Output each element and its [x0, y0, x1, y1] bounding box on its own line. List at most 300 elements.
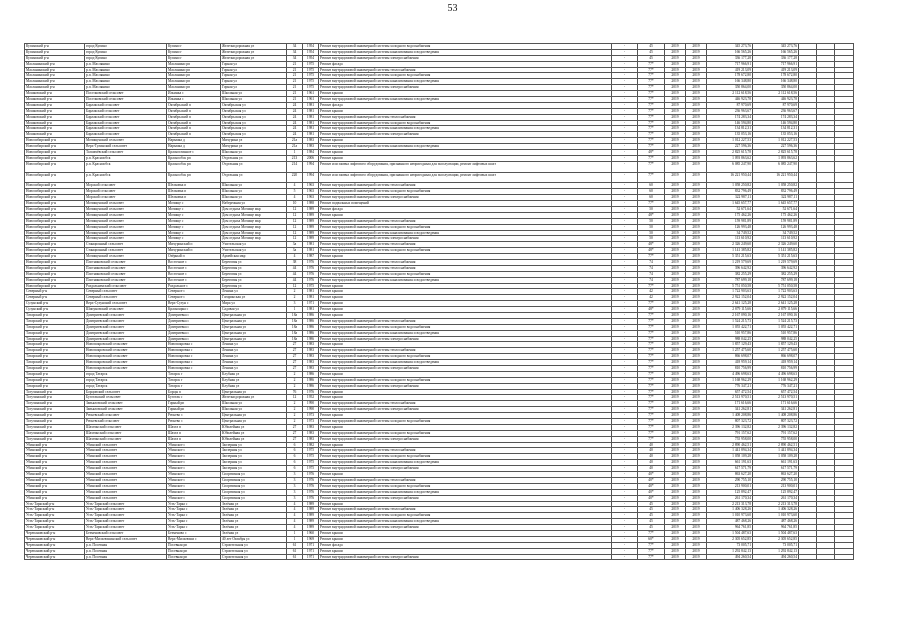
- table-cell: 2019: [686, 236, 707, 242]
- table-cell: 6: [287, 460, 303, 466]
- table-cell: 34: [287, 44, 303, 50]
- table-cell: 77*: [638, 407, 665, 413]
- table-cell: 1981: [303, 120, 319, 126]
- table-cell: -: [612, 212, 638, 218]
- table-cell: 1: [287, 307, 303, 313]
- table-cell: 2 922 152,04: [753, 295, 799, 301]
- table-cell: 810 756,99: [707, 366, 753, 372]
- table-cell: 657 472,54: [707, 389, 753, 395]
- table-cell: Мочище с: [167, 236, 221, 242]
- table-cell: 2019: [665, 407, 686, 413]
- table-cell: 18а: [287, 336, 303, 342]
- table-cell: Новосибирский р-н: [25, 224, 85, 230]
- table-cell: 27: [287, 360, 303, 366]
- table-cell: 2019: [686, 525, 707, 531]
- table-cell: 4 496 698,63: [707, 371, 753, 377]
- table-cell: Ремонт внутридомовой инженерной системы теплоснабжения: [319, 507, 612, 513]
- table-cell: Мичуринский п: [167, 248, 221, 254]
- empty-cell: [817, 554, 835, 560]
- table-cell: Ремонт внутридомовой инженерной системы электроснабжения: [319, 236, 612, 242]
- table-cell: Отдельная ул: [221, 155, 287, 161]
- table-cell: 2019: [665, 79, 686, 85]
- table-cell: 50: [638, 230, 665, 236]
- table-cell: 1 857 129,43: [753, 342, 799, 348]
- table-cell: Толмачёвский сельсовет: [85, 150, 167, 156]
- table-cell: 2 213 313,78: [707, 501, 753, 507]
- table-cell: 87 970,69: [753, 102, 799, 108]
- table-cell: 2019: [686, 230, 707, 236]
- table-cell: 48*: [638, 307, 665, 313]
- table-cell: 341 262,81: [753, 407, 799, 413]
- table-cell: 2019: [686, 254, 707, 260]
- table-cell: 6 085 247,90: [753, 161, 799, 172]
- table-cell: Маслянино рп: [167, 79, 221, 85]
- table-cell: 2019: [686, 318, 707, 324]
- table-cell: 61: [287, 554, 303, 560]
- table-cell: Новосибирский р-н: [25, 212, 85, 218]
- table-cell: Дмитриевский сельсовет: [85, 336, 167, 342]
- table-cell: 2019: [686, 114, 707, 120]
- table-cell: 832 796,49: [707, 189, 753, 195]
- table-cell: -: [612, 430, 638, 436]
- table-cell: Ремонт внутридомовой инженерной системы холодного водоснабжения: [319, 419, 612, 425]
- table-cell: -: [612, 102, 638, 108]
- table-cell: 1989: [303, 236, 319, 242]
- table-cell: 2019: [686, 366, 707, 372]
- table-cell: 77*: [638, 144, 665, 150]
- table-cell: 1960: [303, 530, 319, 536]
- table-cell: Заозерная ул: [221, 448, 287, 454]
- table-cell: Мочище с: [167, 212, 221, 218]
- table-cell: Ремонт внутридомовой инженерной системы канализования и водоотведения: [319, 126, 612, 132]
- table-cell: 1973: [303, 419, 319, 425]
- table-row: [25, 172, 854, 183]
- table-cell: Верх-Сузун с: [167, 301, 221, 307]
- table-cell: 776 347,21: [707, 383, 753, 389]
- table-cell: 2019: [686, 466, 707, 472]
- table-cell: 2019: [665, 366, 686, 372]
- table-cell: Центральная ул: [221, 419, 287, 425]
- table-cell: 2019: [665, 55, 686, 61]
- table-cell: Октябрьский п: [167, 108, 221, 114]
- table-cell: Убинский р-н: [25, 442, 85, 448]
- table-cell: 21: [287, 79, 303, 85]
- table-cell: -: [612, 277, 638, 283]
- table-cell: 1981: [303, 289, 319, 295]
- table-cell: Шахтинский сельсовет: [85, 424, 167, 430]
- table-cell: 419 213,09: [753, 67, 799, 73]
- table-cell: Убинский р-н: [25, 466, 85, 472]
- table-cell: 1976: [303, 265, 319, 271]
- table-cell: Купинский р-н: [25, 49, 85, 55]
- table-cell: Тогучинский р-н: [25, 419, 85, 425]
- table-cell: Новопокровка с: [167, 360, 221, 366]
- table-cell: Ремонт или замена лифтового оборудования, признанного непригодным для эксплуатации, ремонт лифтовых шахт: [319, 161, 612, 172]
- table-cell: 40: [638, 448, 665, 454]
- table-cell: 2019: [665, 430, 686, 436]
- table-cell: 2019: [665, 206, 686, 212]
- table-cell: 2019: [686, 324, 707, 330]
- table-cell: 810 756,99: [753, 366, 799, 372]
- table-cell: 77*: [638, 424, 665, 430]
- table-cell: Строительная ул: [221, 554, 287, 560]
- table-cell: 18а: [287, 324, 303, 330]
- table-cell: 2 641 125,28: [707, 301, 753, 307]
- table-cell: 18а: [287, 313, 303, 319]
- table-cell: -: [612, 307, 638, 313]
- table-cell: 4: [287, 195, 303, 201]
- table-cell: Ремонт внутридомовой инженерной системы электроснабжения: [319, 336, 612, 342]
- table-cell: 2019: [686, 313, 707, 319]
- table-cell: 487 468,26: [707, 519, 753, 525]
- table-cell: 50: [638, 206, 665, 212]
- table-cell: -: [612, 354, 638, 360]
- table-cell: 1976: [303, 259, 319, 265]
- table-cell: Ремонт внутридомовой инженерной системы теплоснабжения: [319, 401, 612, 407]
- table-cell: Спортивная ул: [221, 483, 287, 489]
- table-cell: Ильинка с: [167, 91, 221, 97]
- table-cell: 2019: [686, 201, 707, 207]
- table-cell: 77*: [638, 342, 665, 348]
- table-cell: Мичурина ул: [221, 144, 287, 150]
- table-cell: 446 923,78: [707, 97, 753, 103]
- table-cell: 2019: [665, 530, 686, 536]
- table-cell: 2: [287, 371, 303, 377]
- table-cell: Дом отдыха Мочище мкр: [221, 218, 287, 224]
- table-cell: Поселковский сельсовет: [85, 97, 167, 103]
- table-cell: Буготакский сельсовет: [85, 395, 167, 401]
- table-cell: Октябрьская ул: [221, 114, 287, 120]
- table-cell: 2019: [665, 424, 686, 430]
- table-cell: Репьево с: [167, 413, 221, 419]
- table-cell: Безменово с: [167, 530, 221, 536]
- table-cell: Новосибирский р-н: [25, 144, 85, 150]
- table-cell: -: [612, 155, 638, 161]
- table-cell: 2019: [686, 224, 707, 230]
- table-cell: 40*: [638, 472, 665, 478]
- table-cell: Убинский р-н: [25, 483, 85, 489]
- table-cell: 21: [287, 85, 303, 91]
- table-cell: Школьная ул: [221, 150, 287, 156]
- table-cell: 2019: [665, 67, 686, 73]
- table-cell: 2 879 115,66: [753, 307, 799, 313]
- table-cell: 77*: [638, 324, 665, 330]
- table-cell: 2019: [686, 489, 707, 495]
- table-cell: Маслянинский р-н: [25, 85, 85, 91]
- table-cell: Ремонт внутридомовой инженерной системы канализования и водоотведения: [319, 144, 612, 150]
- table-cell: город Татарск: [85, 383, 167, 389]
- table-cell: 418 959,14: [707, 360, 753, 366]
- table-cell: Усть-Тарка с: [167, 513, 221, 519]
- table-cell: 52 671,64: [707, 206, 753, 212]
- table-cell: Новосибирский р-н: [25, 277, 85, 283]
- table-cell: 717 966,91: [753, 61, 799, 67]
- table-cell: -: [612, 548, 638, 554]
- table-cell: 21: [287, 97, 303, 103]
- table-cell: Ремонт подвальных помещений: [319, 201, 612, 207]
- table-cell: Сузунский р-н: [25, 307, 85, 313]
- table-cell: 77*: [638, 73, 665, 79]
- table-cell: Маслянино рп: [167, 67, 221, 73]
- table-cell: Убинский р-н: [25, 477, 85, 483]
- table-cell: 2019: [686, 530, 707, 536]
- table-cell: Завьяловский сельсовет: [85, 407, 167, 413]
- table-cell: 77*: [638, 301, 665, 307]
- table-cell: Маслянинский р-н: [25, 67, 85, 73]
- table-cell: Мочищенский сельсовет: [85, 236, 167, 242]
- table-cell: 1976: [303, 477, 319, 483]
- table-cell: 2019: [665, 383, 686, 389]
- table-cell: Ремонт внутридомовой инженерной системы канализования и водоотведения: [319, 460, 612, 466]
- table-cell: 2: [287, 295, 303, 301]
- table-cell: Ремонт внутридомовой инженерной системы холодного водоснабжения: [319, 224, 612, 230]
- table-cell: Октябрьская ул: [221, 108, 287, 114]
- table-cell: 988 042,25: [707, 336, 753, 342]
- table-cell: 77*: [638, 360, 665, 366]
- table-cell: 1 406 328,26: [707, 507, 753, 513]
- table-cell: 396 642,92: [707, 265, 753, 271]
- table-cell: Ремонт внутридомовой инженерной системы электроснабжения: [319, 383, 612, 389]
- table-cell: 1 524 215,73: [707, 318, 753, 324]
- table-cell: 1 058 109,28: [753, 454, 799, 460]
- table-cell: Ремонт внутридомовой инженерной системы теплоснабжения: [319, 67, 612, 73]
- table-cell: Ремонт внутридомовой инженерной системы электроснабжения: [319, 436, 612, 442]
- table-cell: 21а: [287, 138, 303, 144]
- table-cell: Плотниковский сельсовет: [85, 271, 167, 277]
- table-cell: 48*: [638, 248, 665, 254]
- table-cell: Дмитриевский сельсовет: [85, 324, 167, 330]
- table-cell: 2019: [686, 554, 707, 560]
- table-cell: Ремонт крыши: [319, 138, 612, 144]
- table-cell: 322 987,11: [707, 195, 753, 201]
- table-cell: Черепановский р-н: [25, 542, 85, 548]
- table-cell: 2 641 125,28: [753, 301, 799, 307]
- table-cell: 2 396 132,82: [753, 424, 799, 430]
- table-cell: 2019: [665, 495, 686, 501]
- table-cell: 2019: [665, 44, 686, 50]
- table-cell: Ремонт внутридомовой инженерной системы канализования и водоотведения: [319, 519, 612, 525]
- table-cell: Ремонт внутридомовой инженерной системы электроснабжения: [319, 554, 612, 560]
- empty-cell: [835, 161, 854, 172]
- table-cell: 2019: [665, 132, 686, 138]
- table-cell: 1976: [303, 271, 319, 277]
- table-cell: 863 627,20: [753, 472, 799, 478]
- table-cell: Ремонт фасада: [319, 542, 612, 548]
- table-cell: -: [612, 395, 638, 401]
- table-cell: 45: [638, 55, 665, 61]
- table-cell: 2 825 615,78: [753, 150, 799, 156]
- table-cell: Новосибирский р-н: [25, 218, 85, 224]
- table-cell: Убинский р-н: [25, 454, 85, 460]
- table-cell: 1971: [303, 554, 319, 560]
- table-cell: город Купино: [85, 55, 167, 61]
- table-cell: Убинский сельсовет: [85, 489, 167, 495]
- table-cell: 1 645 657,77: [707, 201, 753, 207]
- table-cell: Ремонт крыши: [319, 307, 612, 313]
- table-cell: 21а: [287, 144, 303, 150]
- table-cell: 2: [287, 383, 303, 389]
- table-cell: Убинский р-н: [25, 460, 85, 466]
- table-cell: Морской сельсовет: [85, 183, 167, 189]
- table-cell: Ленина ул: [221, 348, 287, 354]
- table-cell: 77*: [638, 91, 665, 97]
- table-cell: Октябрьская ул: [221, 126, 287, 132]
- table-cell: 2019: [665, 73, 686, 79]
- table-cell: Новосибирский р-н: [25, 283, 85, 289]
- table-cell: Усть-Таркский р-н: [25, 525, 85, 531]
- table-cell: Мошковский р-н: [25, 97, 85, 103]
- table-cell: 44: [287, 271, 303, 277]
- table-cell: -: [612, 377, 638, 383]
- table-cell: Горный рп: [167, 401, 221, 407]
- table-cell: Шахтинский сельсовет: [85, 436, 167, 442]
- table-cell: 1 292 842,13: [707, 548, 753, 554]
- table-cell: 236 963,67: [707, 108, 753, 114]
- table-cell: -: [612, 91, 638, 97]
- table-cell: Новосибирский р-н: [25, 189, 85, 195]
- table-cell: 77*: [638, 413, 665, 419]
- table-cell: Плотниковский сельсовет: [85, 259, 167, 265]
- table-cell: Новосибирский р-н: [25, 183, 85, 189]
- table-cell: Мочище с: [167, 218, 221, 224]
- table-cell: Тогучинский р-н: [25, 430, 85, 436]
- table-cell: 866 698,07: [707, 354, 753, 360]
- table-cell: -: [612, 242, 638, 248]
- table-cell: Ремонт внутридомовой инженерной системы электроснабжения: [319, 495, 612, 501]
- table-cell: 2019: [665, 466, 686, 472]
- table-cell: 1989: [303, 525, 319, 531]
- table-cell: Северный сельсовет: [85, 289, 167, 295]
- table-cell: 2 326 249,60: [707, 242, 753, 248]
- table-cell: -: [612, 466, 638, 472]
- table-cell: 5: [287, 189, 303, 195]
- table-cell: 1975: [303, 73, 319, 79]
- table-cell: Дмитриевка с: [167, 330, 221, 336]
- table-cell: Шахта п: [167, 424, 221, 430]
- table-cell: -: [612, 254, 638, 260]
- table-cell: Барлакский сельсовет: [85, 132, 167, 138]
- table-cell: Усть-Таркский р-н: [25, 501, 85, 507]
- table-cell: -: [612, 525, 638, 531]
- table-cell: -: [612, 283, 638, 289]
- page-number: 53: [447, 3, 458, 14]
- table-cell: Октябрьский п: [167, 126, 221, 132]
- table-cell: 4: [287, 183, 303, 189]
- table-cell: Усть-Таркский сельсовет: [85, 513, 167, 519]
- table-cell: Татарский р-н: [25, 348, 85, 354]
- table-cell: 1 441 894,34: [753, 448, 799, 454]
- table-cell: Клубная ул: [221, 377, 287, 383]
- table-cell: -: [612, 144, 638, 150]
- table-cell: 45: [638, 501, 665, 507]
- table-cell: Ильинка с: [167, 97, 221, 103]
- table-cell: Тогучинский р-н: [25, 424, 85, 430]
- empty-cell: [799, 554, 817, 560]
- table-cell: 2019: [686, 442, 707, 448]
- table-cell: -: [612, 460, 638, 466]
- table-cell: Мочищенский сельсовет: [85, 224, 167, 230]
- table-cell: 261 170,34: [707, 495, 753, 501]
- table-cell: -: [612, 150, 638, 156]
- table-cell: Береговая ул: [221, 271, 287, 277]
- table-cell: 2019: [665, 519, 686, 525]
- table-cell: 2019: [686, 195, 707, 201]
- table-cell: Ремонт внутридомовой инженерной системы теплоснабжения: [319, 448, 612, 454]
- table-cell: 1961: [303, 97, 319, 103]
- table-cell: Дмитриевский сельсовет: [85, 313, 167, 319]
- table-cell: 2019: [686, 401, 707, 407]
- table-cell: Ремонт внутридомовой инженерной системы канализования и водоотведения: [319, 360, 612, 366]
- table-cell: 166 348,80: [707, 79, 753, 85]
- table-cell: 2019: [686, 536, 707, 542]
- table-cell: 2019: [665, 265, 686, 271]
- table-cell: Убинский сельсовет: [85, 483, 167, 489]
- table-cell: р.п. Маслянино: [85, 79, 167, 85]
- table-cell: Репьевский сельсовет: [85, 413, 167, 419]
- table-cell: Новосибирский р-н: [25, 242, 85, 248]
- table-cell: 1989: [303, 212, 319, 218]
- table-cell: -: [612, 73, 638, 79]
- table-cell: Краснообск рп: [167, 161, 221, 172]
- table-cell: Ремонт крыши: [319, 301, 612, 307]
- table-cell: 1986: [303, 318, 319, 324]
- table-cell: Мочищенский сельсовет: [85, 138, 167, 144]
- table-cell: Ремонт внутридомовой инженерной системы канализования и водоотведения: [319, 49, 612, 55]
- table-cell: город Купино: [85, 44, 167, 50]
- table-cell: 40 лет Октября ул: [221, 536, 287, 542]
- table-cell: Краснообск рп: [167, 172, 221, 183]
- table-cell: 1 058 109,28: [707, 454, 753, 460]
- table-cell: 77*: [638, 377, 665, 383]
- table-cell: -: [612, 289, 638, 295]
- table-cell: -: [612, 483, 638, 489]
- table-cell: 1 141 385,82: [753, 248, 799, 254]
- table-cell: 2019: [665, 91, 686, 97]
- empty-cell: [817, 161, 835, 172]
- table-cell: Новосибирский р-н: [25, 172, 85, 183]
- table-cell: Центральная ул: [221, 389, 287, 395]
- table-cell: 1986: [303, 330, 319, 336]
- table-cell: -: [612, 436, 638, 442]
- table-cell: Татарский р-н: [25, 354, 85, 360]
- table-cell: 178 672,80: [707, 73, 753, 79]
- table-cell: 2 890 462,51: [753, 442, 799, 448]
- table-cell: -: [612, 108, 638, 114]
- table-cell: 5 351 215,63: [753, 254, 799, 260]
- table-cell: 2019: [665, 377, 686, 383]
- table-cell: -: [612, 61, 638, 67]
- table-cell: 2019: [686, 548, 707, 554]
- table-cell: 60: [638, 183, 665, 189]
- table-cell: 1975: [303, 61, 319, 67]
- table-cell: 45: [638, 513, 665, 519]
- table-cell: Черепановский р-н: [25, 548, 85, 554]
- table-cell: 2019: [686, 448, 707, 454]
- table-cell: Садовая ул: [221, 307, 287, 313]
- table-cell: 2019: [665, 195, 686, 201]
- table-cell: Учительская ул: [221, 242, 287, 248]
- table-cell: 2019: [665, 61, 686, 67]
- table-cell: 134 812,31: [707, 126, 753, 132]
- table-cell: -: [612, 97, 638, 103]
- table-cell: 2: [287, 377, 303, 383]
- table-cell: 24: [287, 120, 303, 126]
- table-cell: Убинское с: [167, 448, 221, 454]
- table-cell: Шипуновский сельсовет: [85, 307, 167, 313]
- table-cell: Новосибирский р-н: [25, 248, 85, 254]
- table-cell: -: [612, 401, 638, 407]
- table-cell: 77*: [638, 172, 665, 183]
